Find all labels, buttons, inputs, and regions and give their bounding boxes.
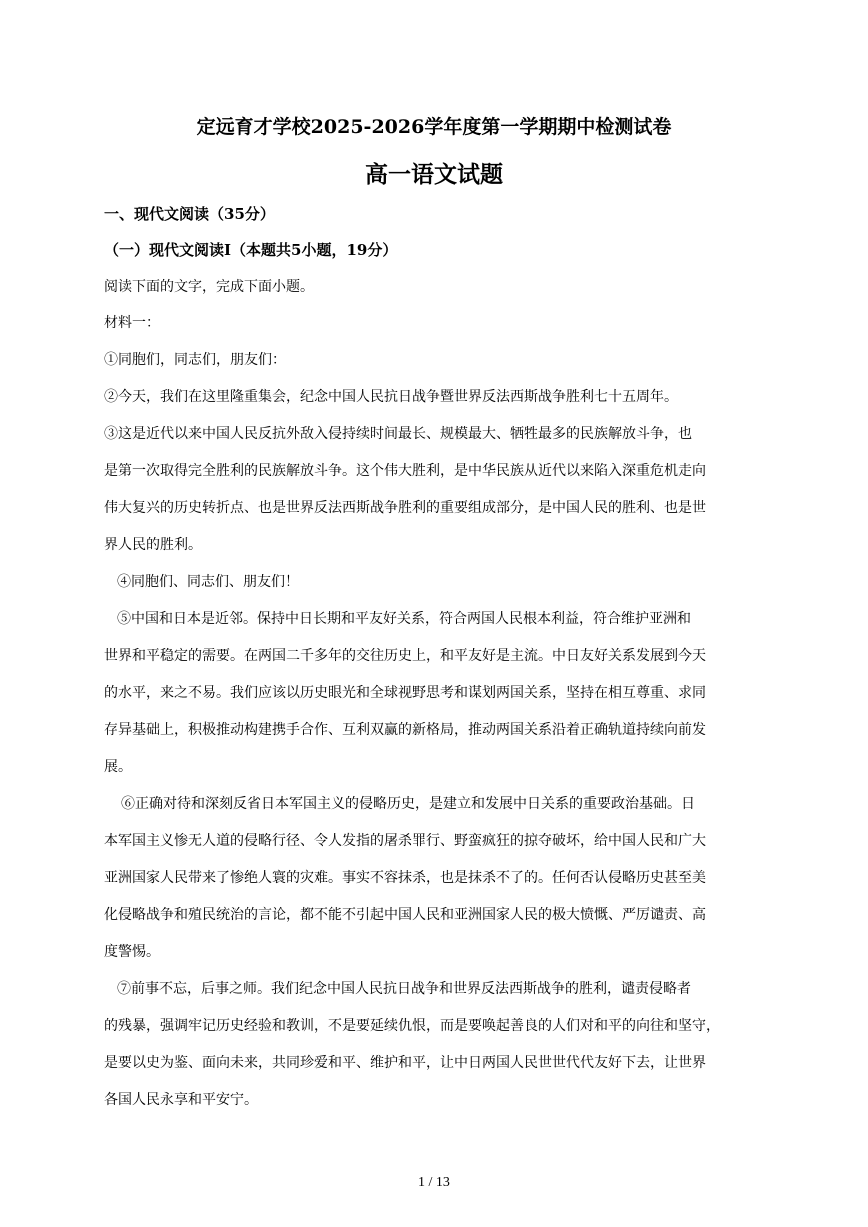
paragraph-line: 展。 xyxy=(104,759,132,775)
paragraph-line: 伟大复兴的历史转折点、也是世界反法西斯战争胜利的重要组成部分，是中国人民的胜利、也是世 xyxy=(104,500,706,516)
paragraph-line: 世界和平稳定的需要。在两国二千多年的交往历史上，和平友好是主流。中日友好关系发展到今天 xyxy=(104,648,706,664)
paragraph-line: ⑤中国和日本是近邻。保持中日长期和平友好关系，符合两国人民根本利益，符合维护亚洲和 xyxy=(117,611,691,627)
paragraph-line: ⑥正确对待和深刻反省日本军国主义的侵略历史，是建立和发展中日关系的重要政治基础。日 xyxy=(121,796,695,812)
paragraph-line: ⑦前事不忘，后事之师。我们纪念中国人民抗日战争和世界反法西斯战争的胜利，谴责侵略者 xyxy=(117,981,691,997)
subsection-heading: （一）现代文阅读I（本题共5小题，19分） xyxy=(104,241,398,259)
paragraph-line: ②今天，我们在这里隆重集会，纪念中国人民抗日战争暨世界反法西斯战争胜利七十五周年。 xyxy=(104,389,678,405)
paragraph-line: 亚洲国家人民带来了惨绝人寰的灾难。事实不容抹杀，也是抹杀不了的。任何否认侵略历史甚至美 xyxy=(104,870,706,886)
paragraph-line: 是要以史为鉴、面向未来，共同珍爱和平、维护和平，让中日两国人民世世代代友好下去，让世界 xyxy=(104,1055,706,1071)
material-label: 材料一： xyxy=(104,315,160,331)
page-number: 1 / 13 xyxy=(418,1175,450,1190)
paragraph-line: 的残暴，强调牢记历史经验和教训，不是要延续仇恨，而是要唤起善良的人们对和平的向往和坚守， xyxy=(104,1018,720,1034)
instruction-text: 阅读下面的文字，完成下面小题。 xyxy=(104,279,314,295)
paragraph-line: 是第一次取得完全胜利的民族解放斗争。这个伟大胜利，是中华民族从近代以来陷入深重危机走向 xyxy=(104,463,706,479)
paragraph-line: 界人民的胜利。 xyxy=(104,537,202,553)
exam-subtitle: 高一语文试题 xyxy=(365,161,503,188)
paragraph-line: ④同胞们、同志们、朋友们！ xyxy=(117,574,299,590)
paragraph-line: 存异基础上，积极推动构建携手合作、互利双赢的新格局，推动两国关系沿着正确轨道持续向前发 xyxy=(104,722,706,738)
paragraph-line: 化侵略战争和殖民统治的言论，都不能不引起中国人民和亚洲国家人民的极大愤慨、严厉谴责、高 xyxy=(104,907,706,923)
section-heading: 一、现代文阅读（35分） xyxy=(104,205,275,223)
exam-title: 定远育才学校2025-2026学年度第一学期期中检测试卷 xyxy=(196,116,672,138)
paragraph-line: 的水平，来之不易。我们应该以历史眼光和全球视野思考和谋划两国关系，坚持在相互尊重、求同 xyxy=(104,685,706,701)
paragraph-line: 各国人民永享和平安宁。 xyxy=(104,1092,258,1108)
paragraph-line: 度警惕。 xyxy=(104,944,160,960)
paragraph-line: ③这是近代以来中国人民反抗外敌入侵持续时间最长、规模最大、牺牲最多的民族解放斗争，也 xyxy=(104,426,692,442)
paragraph-line: 本军国主义惨无人道的侵略行径、令人发指的屠杀罪行、野蛮疯狂的掠夺破坏，给中国人民和广大 xyxy=(104,833,706,849)
paragraph-line: ①同胞们，同志们，朋友们： xyxy=(104,352,286,368)
